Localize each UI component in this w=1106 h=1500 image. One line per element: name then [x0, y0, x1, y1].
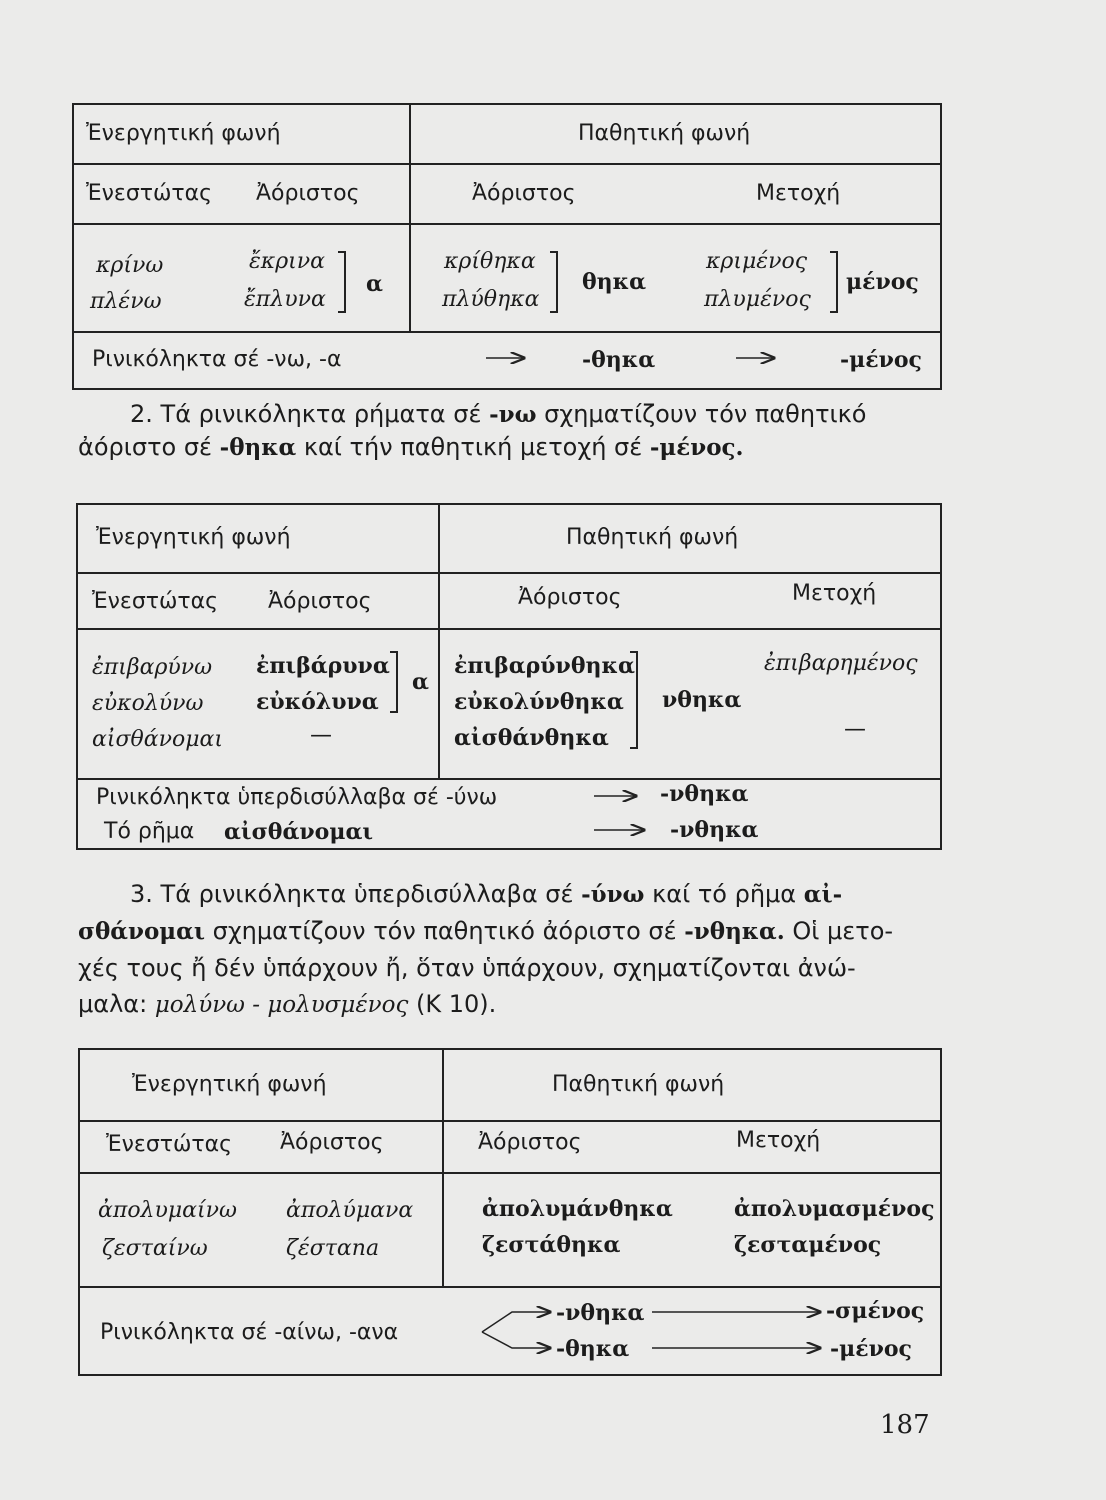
passive-aorist-column-header: Ἀόριστος	[518, 585, 622, 610]
participle-form: πλυμένος	[704, 287, 811, 312]
paragraph-2: 2. Τά ρινικόληκτα ρήματα σέ -νω σχηματίζουν τόν παθητικό ἀόριστο σέ -θηκα καί τήν παθητική μετοχή σέ -μένος.	[78, 400, 867, 461]
participle-column-header: Μετοχή	[736, 1128, 821, 1153]
passive-aorist-column-header: Ἀόριστος	[472, 181, 576, 206]
aorist-form: —	[310, 723, 332, 748]
passive-aorist-form: αἰσθάνθηκα	[454, 725, 609, 751]
rule-label: Ρινικόληκτα σέ -νω, -α	[92, 347, 342, 372]
rule-label: Ρινικόληκτα σέ -αίνω, -ανα	[100, 1320, 399, 1345]
aorist-form: εὐκόλυνα	[256, 689, 379, 715]
participle-form: —	[844, 717, 866, 742]
active-voice-header: Ἐνεργητική φωνή	[132, 1072, 327, 1097]
passive-aorist-form: πλύθηκα	[442, 287, 540, 312]
present-column-header: Ἐνεστώτας	[106, 1132, 233, 1157]
passive-aorist-suffix: θηκα	[582, 269, 647, 295]
rule-result: -νθηκα	[660, 781, 749, 807]
participle-form: ζεσταμένος	[734, 1232, 882, 1258]
aorist-suffix: α	[366, 271, 383, 297]
present-form: πλένω	[90, 289, 162, 314]
present-form: ζεσταίνω	[102, 1236, 208, 1261]
participle-form: ἀπολυμασμένος	[734, 1196, 935, 1222]
present-form: ἀπολυμαίνω	[98, 1198, 237, 1223]
arrow-icon	[482, 1332, 550, 1348]
aorist-column-header: Ἀόριστος	[256, 181, 360, 206]
rule-participle-ending: -σμένος	[826, 1298, 925, 1324]
paragraph-number: 2.	[130, 400, 153, 428]
aorist-column-header: Ἀόριστος	[268, 589, 372, 614]
aorist-form: ἀπολύμανα	[286, 1198, 414, 1223]
rule-verb: αἰσθάνομαι	[224, 819, 374, 845]
aorist-column-header: Ἀόριστος	[280, 1130, 384, 1155]
passive-aorist-form: εὐκολύνθηκα	[454, 689, 624, 715]
participle-column-header: Μετοχή	[756, 181, 841, 206]
present-form: αἰσθάνομαι	[92, 727, 224, 752]
passive-aorist-form: ἀπολυμάνθηκα	[482, 1196, 673, 1222]
rule-aorist-ending: -νθηκα	[556, 1300, 645, 1326]
aorist-form: ἐπιβάρυνα	[256, 653, 390, 679]
rule-result: -νθηκα	[670, 817, 759, 843]
passive-aorist-form: κρίθηκα	[444, 249, 536, 274]
passive-aorist-form: ἐπιβαρύνθηκα	[454, 653, 635, 679]
present-form: ἐπιβαρύνω	[92, 655, 213, 680]
passive-aorist-column-header: Ἀόριστος	[478, 1130, 582, 1155]
arrow-icon	[482, 1312, 550, 1332]
participle-form: κριμένος	[706, 249, 808, 274]
participle-column-header: Μετοχή	[792, 581, 877, 606]
paragraph-3: 3. Τά ρινικόληκτα ὑπερδισύλλαβα σέ -ύνω καί τό ρῆμα αἰ- σθάνομαι σχηματίζουν τόν παθητικό ἀόριστο σέ -νθηκα. Οἱ μετο- χές τους ἤ δέν ὑπάρχουν ἤ, ὅταν ὑπάρχουν, σχηματίζονται ἀνώ- μαλα: μολύνω - μολυσμένος (Κ 10).	[78, 880, 894, 1018]
rule-participle-ending: -μένος	[840, 347, 922, 373]
passive-voice-header: Παθητική φωνή	[566, 525, 739, 550]
present-form: κρίνω	[96, 253, 164, 278]
present-column-header: Ἐνεστώτας	[92, 589, 219, 614]
page-number: 187	[880, 1410, 930, 1440]
aorist-form: ἔκρινα	[249, 249, 326, 274]
aorist-suffix: α	[412, 669, 429, 695]
present-form: εὐκολύνω	[92, 691, 204, 716]
paragraph-number: 3.	[130, 880, 153, 908]
participle-form: ἐπιβαρημένος	[764, 651, 918, 676]
active-voice-header: Ἐνεργητική φωνή	[86, 121, 281, 146]
passive-voice-header: Παθητική φωνή	[578, 121, 751, 146]
rule-participle-ending: -μένος	[830, 1336, 912, 1362]
aorist-form: ζέσταna	[286, 1236, 380, 1261]
aorist-form: ἔπλυνα	[244, 287, 326, 312]
passive-voice-header: Παθητική φωνή	[552, 1072, 725, 1097]
passive-aorist-suffix: νθηκα	[662, 687, 742, 713]
present-column-header: Ἐνεστώτας	[86, 181, 213, 206]
rule-aorist-ending: -θηκα	[556, 1336, 630, 1362]
participle-suffix: μένος	[846, 269, 919, 295]
rule-label: Ρινικόληκτα ὑπερδισύλλαβα σέ -ύνω	[96, 785, 498, 810]
passive-aorist-form: ζεστάθηκα	[482, 1232, 621, 1258]
rule-aorist-ending: -θηκα	[582, 347, 656, 373]
rule-label: Τό ρῆμα	[104, 819, 195, 844]
active-voice-header: Ἐνεργητική φωνή	[96, 525, 291, 550]
